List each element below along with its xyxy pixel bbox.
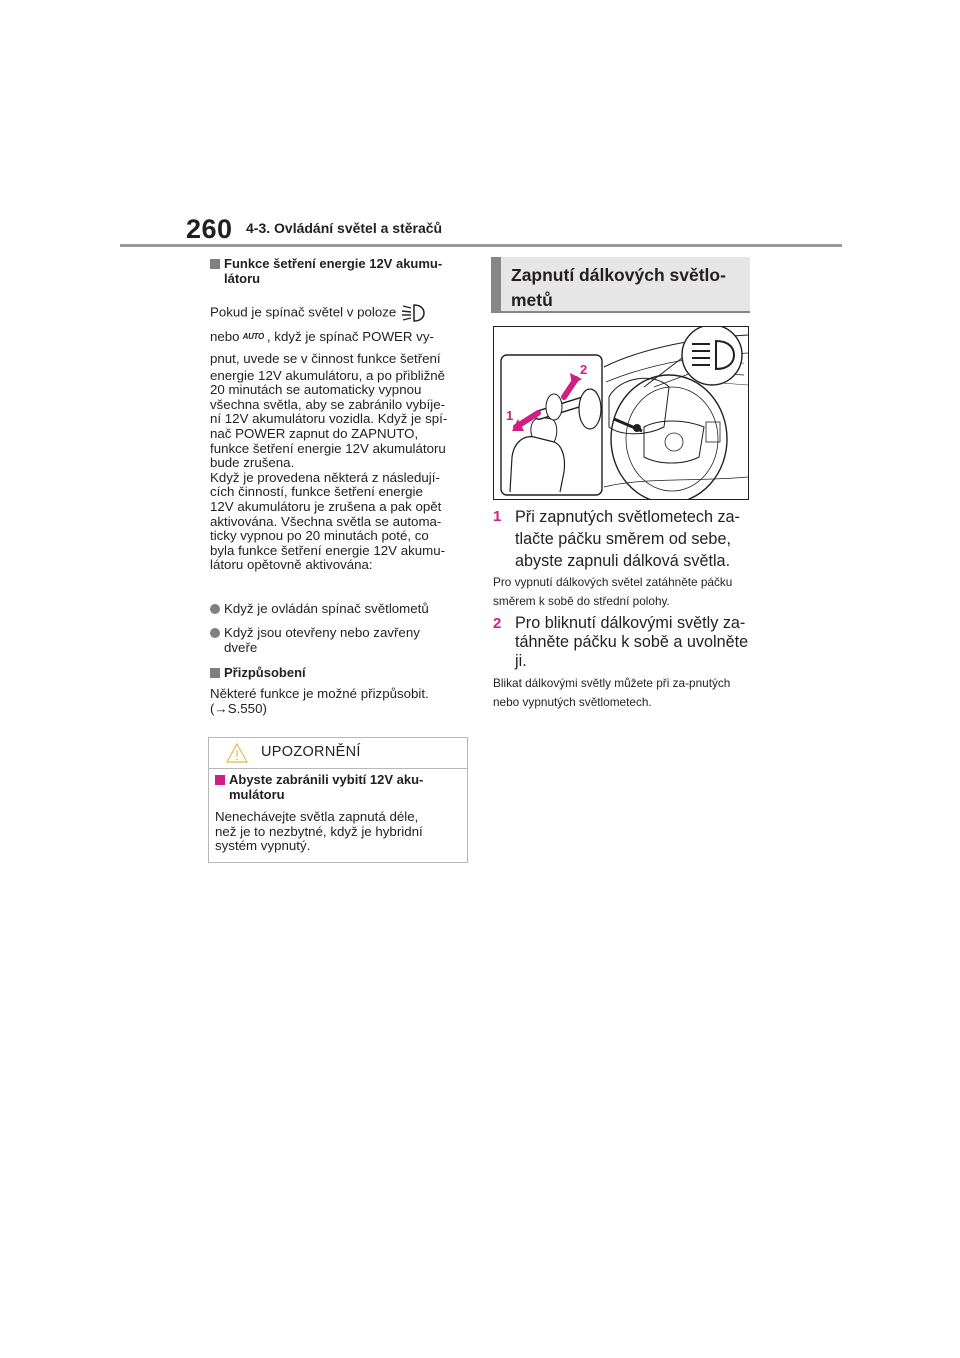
warning-triangle-icon: [225, 742, 249, 764]
page-number: 260: [186, 214, 233, 244]
callout-title: Zapnutí dálkových světlo-metů: [511, 265, 726, 310]
square-bullet-icon: [210, 259, 220, 269]
round-bullet-icon: [210, 604, 220, 614]
step-text: Při zapnutých světlometech za-tlačte páčku směrem od sebe, abyste zapnuli dálková světla.: [515, 508, 740, 570]
high-beam-illustration: [493, 326, 749, 500]
headlight-on-icon: [400, 302, 426, 324]
step-number: 1: [493, 508, 502, 525]
callout-header: [491, 257, 750, 313]
warning-header: [209, 738, 467, 769]
para-customization: Některé funkce je možné přizpůsobit. (→S.550): [210, 686, 429, 716]
subhead-customization: Přizpůsobení: [210, 665, 470, 680]
dashboard-drawing: [494, 327, 748, 499]
warning-box: [208, 737, 468, 863]
step-text: Pro bliknutí dálkovými světly za-táhněte páčku k sobě a uvolněte ji.: [515, 614, 749, 670]
para-lead: Pokud je spínač světel v poloze: [210, 302, 470, 324]
step-1: [493, 506, 751, 572]
warning-subhead: Abyste zabránili vybití 12V aku-mulátoru: [215, 772, 455, 802]
round-bullet-icon: [210, 628, 220, 638]
illustration-label-2: 2: [580, 362, 588, 377]
warning-text: Nenechávejte světla zapnutá déle, než je to nezbytné, když je hybridní systém vypnutý.: [215, 809, 423, 854]
section-title: 4-3. Ovládání světel a stěračů: [246, 220, 443, 236]
square-bullet-icon: [215, 775, 225, 785]
para-body: pnut, uvede se v činnost funkce šetření energie 12V akumulátoru, a po přibližně 20 minutách se automaticky vypnou všechna světla, aby se zabránilo vybíje- ní 12V akumulátoru vozidla. Když je spí- nač POWER zapnut do ZAPNUTO, funkce šetření energie 12V akumulátoru bude zrušena. Když je provedena některá z následují- cích činností, funkce šetření energie 12V akumulátoru je zrušena a pak opět aktivována. Všechna světla se automa- ticky vypnou po 20 minutách poté, co byla funkce šetření energie 12V akumu- látoru opětovně aktivována:: [210, 351, 448, 573]
para-auto-line: nebo AUTO , když je spínač POWER vy-: [210, 329, 434, 344]
illustration-label-1: 1: [506, 408, 514, 423]
warning-title: UPOZORNĚNÍ: [261, 744, 361, 760]
square-bullet-icon: [210, 668, 220, 678]
step-2: [493, 614, 751, 671]
step-2-note: Blikat dálkovými světly můžete při za-pnutých nebo vypnutých světlometech.: [493, 676, 731, 709]
list-item: Když jsou otevřeny nebo zavřeny dveře: [210, 625, 450, 655]
step-number: 2: [493, 615, 502, 632]
step-1-note: Pro vypnutí dálkových světel zatáhněte páčku směrem k sobě do střední polohy.: [493, 575, 733, 608]
header-divider: [120, 244, 842, 247]
list-item: Když je ovládán spínač světlometů: [210, 601, 470, 616]
auto-icon: AUTO: [242, 332, 264, 341]
subhead-energy-saving: Funkce šetření energie 12V akumu-látoru: [210, 256, 470, 286]
